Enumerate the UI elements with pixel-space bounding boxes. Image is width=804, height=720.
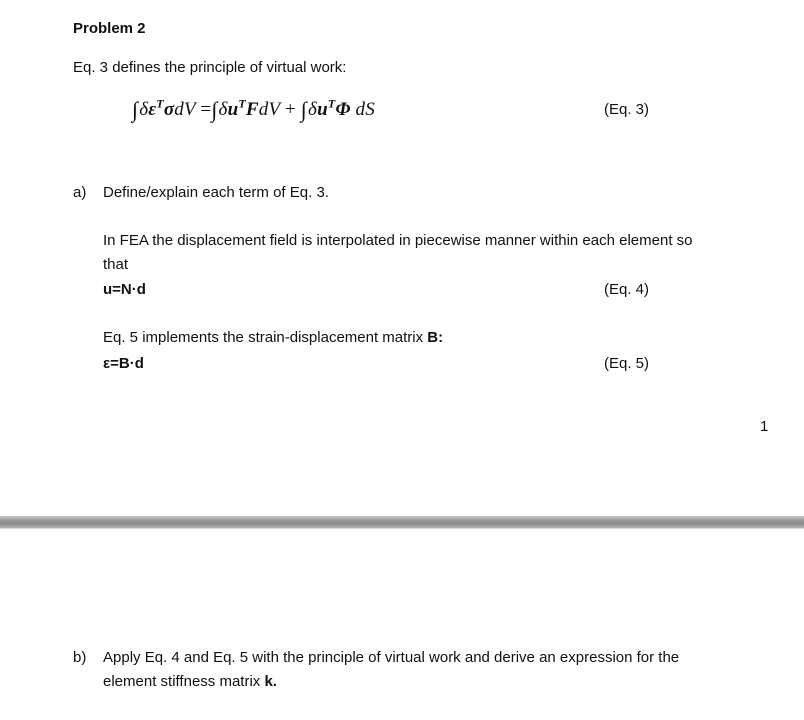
integral-sign: ∫ xyxy=(211,97,218,122)
phi-symbol: Φ xyxy=(335,99,351,120)
page-break-edge xyxy=(0,528,804,529)
intro-text: Eq. 3 defines the principle of virtual work: xyxy=(73,59,347,76)
eq4-label: (Eq. 4) xyxy=(604,281,650,298)
strain-text-bold: B: xyxy=(427,329,444,346)
page-break xyxy=(0,516,804,528)
part-b-line2-plain: element stiffness matrix xyxy=(103,673,265,690)
equation-4: u=N·d xyxy=(103,281,146,298)
part-b-line1: Apply Eq. 4 and Eq. 5 with the principle of virtual work and derive an expression for the xyxy=(103,649,680,666)
u-symbol: u xyxy=(317,99,328,120)
sigma-symbol: σ xyxy=(163,99,175,120)
delta-symbol: δ xyxy=(139,99,149,120)
transpose-symbol: T xyxy=(156,96,164,111)
transpose-symbol: T xyxy=(238,96,246,111)
ds-term: dS xyxy=(355,99,375,120)
problem-title: Problem 2 xyxy=(73,20,146,37)
dv-term: dV xyxy=(174,99,196,120)
stiffness-matrix-symbol: k. xyxy=(264,673,277,690)
page-number: 1 xyxy=(760,418,769,435)
part-b-line2 xyxy=(103,673,277,690)
equation-3 xyxy=(132,95,375,121)
interpolation-text-line2: that xyxy=(103,256,129,273)
equals-sign: = xyxy=(200,99,212,120)
strain-text xyxy=(103,329,443,346)
f-symbol: F xyxy=(245,99,259,120)
integral-sign: ∫ xyxy=(132,97,139,122)
equation-5: ε=B·d xyxy=(103,355,144,372)
eq3-label: (Eq. 3) xyxy=(604,101,650,118)
part-a-text: Define/explain each term of Eq. 3. xyxy=(103,184,329,201)
epsilon-symbol: ε xyxy=(148,99,157,120)
delta-symbol: δ xyxy=(218,99,228,120)
plus-sign: + xyxy=(284,99,296,120)
strain-text-plain: Eq. 5 implements the strain-displacement matrix xyxy=(103,329,428,346)
interpolation-text-line1: In FEA the displacement field is interpolated in piecewise manner within each element so xyxy=(103,232,693,249)
delta-symbol: δ xyxy=(308,99,318,120)
dv-term: dV xyxy=(258,99,280,120)
u-symbol: u xyxy=(227,99,239,120)
eq5-label: (Eq. 5) xyxy=(604,355,650,372)
integral-sign: ∫ xyxy=(300,97,308,122)
transpose-symbol: T xyxy=(327,96,336,111)
part-b-label: b) xyxy=(73,649,87,666)
part-a-label: a) xyxy=(73,184,87,201)
